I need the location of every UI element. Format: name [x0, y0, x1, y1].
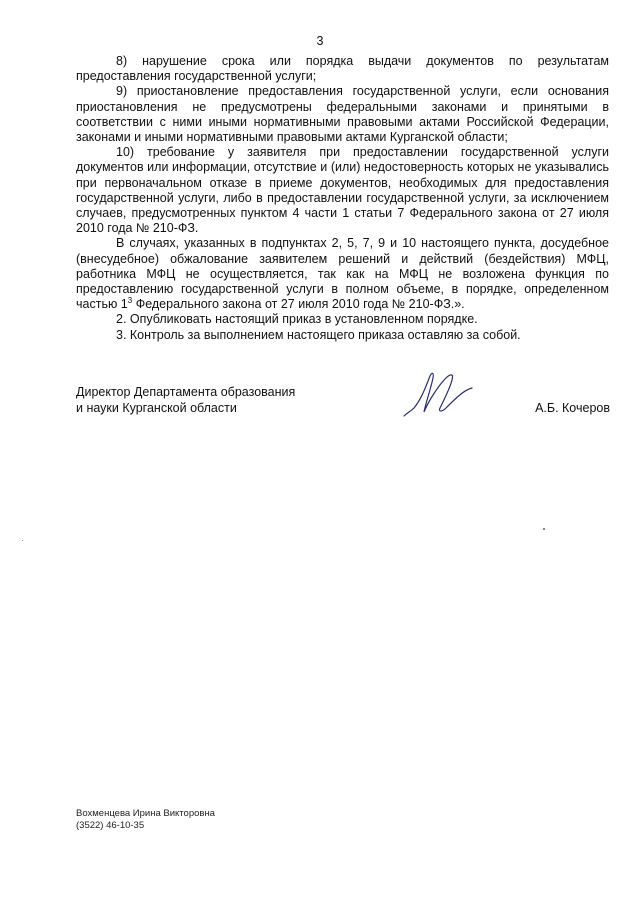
paragraph-exceptions-tail: Федерального закона от 27 июля 2010 года № 210-ФЗ.». [132, 297, 465, 312]
paragraph-item-9: 9) приостановление предоставления государственной услуги, если основания приостановления не предусмотрены федеральными законами и принятыми в соответствии с ними иными нормативными правовыми актами Российской Федерации, законами и иными нормативными правовыми актами Курганской области; [76, 84, 609, 145]
signer-title [76, 385, 295, 416]
contact-info [76, 808, 215, 832]
signer-title-line-1: Директор Департамента образования [76, 385, 296, 399]
scan-speck [543, 528, 545, 530]
paragraph-publish: 2. Опубликовать настоящий приказ в установленном порядке. [116, 312, 478, 327]
paragraph-exceptions-text: В случаях, указанных в подпунктах 2, 5, 7, 9 и 10 настоящего пункта, досудебное (внесудебное) обжалование заявителем решений и действий (бездействия) МФЦ, работника МФЦ не осуществляется, так как на МФЦ не возложена функция по предоставлению государственной услуги в полном объеме, в порядке, определенном частью 1 [76, 236, 609, 312]
page-number: 3 [316, 34, 324, 48]
paragraph-control: 3. Контроль за выполнением настоящего приказа оставляю за собой. [116, 327, 521, 342]
contact-name: Вохменцева Ирина Викторовна [76, 808, 215, 819]
signer-title-line-2: и науки Курганской области [76, 400, 237, 415]
superscript-3: 3 [127, 296, 133, 306]
paragraph-exceptions [76, 236, 609, 312]
contact-phone: (3522) 46-10-35 [76, 820, 145, 831]
paragraph-item-8: 8) нарушение срока или порядка выдачи документов по результатам предоставления государственной услуги; [76, 54, 609, 84]
handwritten-signature [400, 368, 480, 420]
paragraph-item-10: 10) требование у заявителя при предоставлении государственной услуги документов или информации, отсутствие и (или) недостоверность которых не указывались при первоначальном отказе в приеме документов, необходимых для предоставления государственной услуги, либо в предоставлении государственной услуги, за исключением случаев, предусмотренных пунктом 4 части 1 статьи 7 Федерального закона от 27 июля 2010 года № 210-ФЗ. [76, 145, 609, 236]
scan-speck [22, 540, 23, 541]
signer-name: А.Б. Кочеров [535, 401, 610, 415]
document-body [76, 54, 609, 343]
